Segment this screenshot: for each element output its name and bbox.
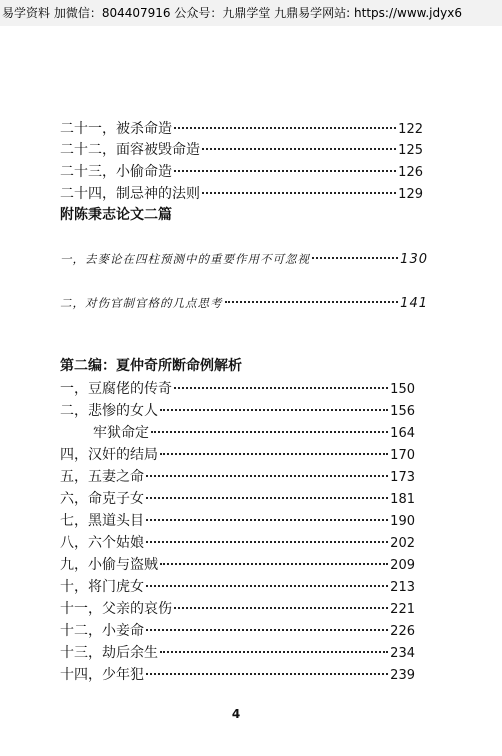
toc-entry-number: 七， — [60, 513, 88, 529]
toc-entry-title: 父亲的哀伤 — [102, 601, 172, 617]
toc-entry-title: 将门虎女 — [88, 579, 144, 595]
toc-entry — [60, 291, 428, 311]
leader-dots — [174, 373, 388, 389]
toc-entry-number: 二十二， — [60, 142, 116, 158]
toc-entry-title: 汉奸的结局 — [88, 447, 158, 463]
leader-dots — [174, 593, 388, 609]
toc-entry-title: 小偷与盗贼 — [88, 557, 158, 573]
toc-entry-number: 二， — [60, 403, 88, 419]
toc-entry-title: 对伤官制官格的几点思考 — [85, 296, 223, 310]
toc-entry-number: 十二， — [60, 623, 102, 639]
toc-entry-page: 141 — [400, 296, 428, 311]
toc-entry-page: 202 — [390, 536, 415, 551]
toc-entry-number: 二， — [60, 296, 85, 310]
toc-entry-title: 豆腐佬的传奇 — [88, 381, 172, 397]
toc-entry-page: 239 — [390, 668, 415, 683]
toc-entry-number: 九， — [60, 557, 88, 573]
toc-entry-number: 二十三， — [60, 164, 116, 180]
toc-entry-title: 小妾命 — [102, 623, 144, 639]
toc-entry-number: 十四， — [60, 667, 102, 683]
toc-entry-page: 130 — [400, 252, 428, 267]
toc-entry-page: 125 — [398, 143, 423, 158]
leader-dots — [146, 571, 388, 587]
toc-entry-number: 六， — [60, 491, 88, 507]
leader-dots — [146, 461, 388, 477]
toc-entry-number: 一， — [60, 381, 88, 397]
leader-dots — [146, 615, 388, 631]
part2-heading: 第二编：夏仲奇所断命例解析 — [60, 358, 242, 374]
toc-entry-number: 十三， — [60, 645, 102, 661]
page-number: 4 — [231, 707, 241, 721]
leader-dots — [146, 527, 388, 543]
leader-dots — [160, 439, 388, 455]
toc-entry-number: 二十四， — [60, 186, 116, 202]
toc-entry-title: 面容被毁命造 — [116, 142, 200, 158]
toc-entry-page: 170 — [390, 448, 415, 463]
leader-dots — [160, 637, 388, 653]
toc-entry-page: 221 — [390, 602, 415, 617]
toc-entry-title: 少年犯 — [102, 667, 144, 683]
toc-entry-number: 十， — [60, 579, 88, 595]
toc-entry-number: 一， — [60, 252, 85, 266]
toc-entry-title: 黑道头目 — [88, 513, 144, 529]
toc-entry — [60, 663, 415, 684]
toc-entry-page: 126 — [398, 165, 423, 180]
toc-entry-page: 164 — [390, 426, 415, 441]
toc-entry-page: 213 — [390, 580, 415, 595]
toc-entry-title: 劫后余生 — [102, 645, 158, 661]
toc-entry-page: 129 — [398, 187, 423, 202]
toc-entry-title: 悲惨的女人 — [88, 403, 158, 419]
leader-dots — [146, 505, 388, 521]
appendix-heading: 附陈秉志论文二篇 — [60, 207, 172, 223]
toc-entry-number: 十一， — [60, 601, 102, 617]
toc-entry — [60, 182, 423, 203]
toc-entry-page: 156 — [390, 404, 415, 419]
toc-entry-title: 六个姑娘 — [88, 535, 144, 551]
leader-dots — [312, 243, 398, 259]
leader-dots — [160, 549, 388, 565]
toc-entry-title: 被杀命造 — [116, 121, 172, 137]
toc-entry-page: 234 — [390, 646, 415, 661]
toc-entry-page: 122 — [398, 122, 423, 137]
toc-entry-page: 190 — [390, 514, 415, 529]
watermark-header: 易学资料 加微信：804407916 公众号：九鼎学堂 九鼎易学网站: https://www.jdyx6 — [0, 0, 502, 26]
toc-entry-page: 173 — [390, 470, 415, 485]
toc-entry-number: 五， — [60, 469, 88, 485]
toc-entry-title: 小偷命造 — [116, 164, 172, 180]
toc-entry-page: 181 — [390, 492, 415, 507]
toc-entry-number: 二十一， — [60, 121, 116, 137]
toc-entry-number: 四， — [60, 447, 88, 463]
toc-entry-title: 去麥论在四柱预测中的重要作用不可忽视 — [85, 252, 310, 266]
toc-entry-page: 226 — [390, 624, 415, 639]
toc-entry-title: 制忌神的法则 — [116, 186, 200, 202]
leader-dots — [202, 134, 396, 150]
toc-entry — [60, 247, 428, 267]
leader-dots — [146, 483, 388, 499]
leader-dots — [174, 156, 396, 172]
toc-entry-title: 命克子女 — [88, 491, 144, 507]
leader-dots — [160, 395, 388, 411]
toc-entry-number: 八， — [60, 535, 88, 551]
toc-entry-page: 209 — [390, 558, 415, 573]
toc-entry-page: 150 — [390, 382, 415, 397]
leader-dots — [174, 113, 396, 129]
toc-entry-title: 牢狱命定 — [93, 425, 149, 441]
leader-dots — [225, 287, 399, 303]
toc-entry-title: 五妻之命 — [88, 469, 144, 485]
leader-dots — [146, 659, 388, 675]
leader-dots — [151, 417, 388, 433]
leader-dots — [202, 178, 396, 194]
